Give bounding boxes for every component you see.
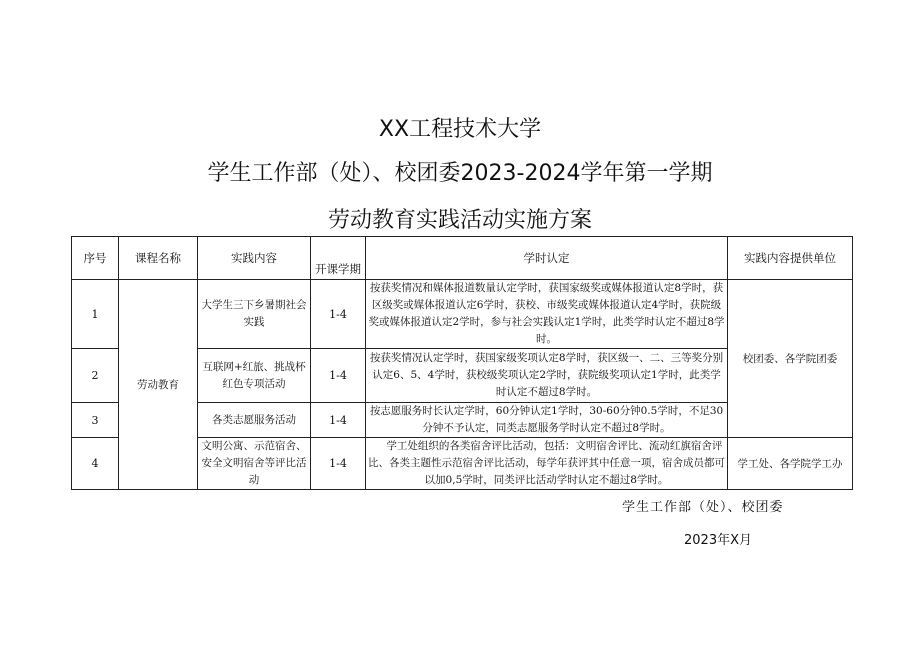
header-num: 序号: [72, 237, 119, 280]
row-num: 4: [72, 438, 119, 490]
row-period: 1-4: [311, 280, 366, 349]
table-row: [72, 280, 853, 349]
header-hours: 学时认定: [366, 237, 728, 280]
row-content: 大学生三下乡暑期社会实践: [198, 280, 311, 349]
row-hours: 按获奖情况和媒体报道数量认定学时，获国家级奖或媒体报道认定8学时，获区级奖或媒体报道认定6学时，获校、市级奖或媒体报道认定4学时，获院级奖或媒体报道认定2学时，参与社会实践认定1学时，此类学时认定不超过8学时。: [366, 280, 728, 349]
row-hours: 按获奖情况认定学时，获国家级奖项认定8学时，获区级一、二、三等奖分别认定6、5、4学时，获校级奖项认定2学时，获院级奖项认定1学时，此类学时认定不超过8学时。: [366, 349, 728, 403]
row-num: 1: [72, 280, 119, 349]
unit-group-cell: 校团委、各学院团委: [728, 280, 853, 438]
row-hours: 按志愿服务时长认定学时，60分钟认定1学时，30-60分钟0.5学时，不足30分钟不予认定，同类志愿服务学时认定不超过8学时。: [366, 403, 728, 438]
row-period: 1-4: [311, 438, 366, 490]
row-period: 1-4: [311, 403, 366, 438]
activity-table: [71, 236, 853, 490]
signature: 学生工作部（处）、校团委: [622, 500, 784, 515]
row-content: 互联网+红旅、挑战杯红色专项活动: [198, 349, 311, 403]
row-content: 文明公寓、示范宿舍、安全文明宿舍等评比活动: [198, 438, 311, 490]
row-num: 3: [72, 403, 119, 438]
document-title-department: 学生工作部（处）、校团委2023-2024学年第一学期: [207, 161, 713, 186]
document-date: 2023年X月: [684, 533, 752, 548]
row-num: 2: [72, 349, 119, 403]
header-period: 开课学期: [311, 237, 366, 280]
document-title-university: XX工程技术大学: [378, 117, 542, 142]
header-course: 课程名称: [119, 237, 198, 280]
header-unit: 实践内容提供单位: [728, 237, 853, 280]
document-title-plan: 劳动教育实践活动实施方案: [327, 208, 592, 233]
row-period: 1-4: [311, 349, 366, 403]
header-content: 实践内容: [198, 237, 311, 280]
unit-row4-cell: 学工处、各学院学工办: [728, 438, 853, 490]
table-header-row: [72, 237, 853, 280]
row-content: 各类志愿服务活动: [198, 403, 311, 438]
row-hours: 学工处组织的各类宿舍评比活动，包括：文明宿舍评比、流动红旗宿舍评比、各类主题性示范宿舍评比活动，每学年获评其中任意一项，宿舍成员都可以加0,5学时，同类评比活动学时认定不超过8学时。: [366, 438, 728, 490]
course-name-cell: 劳动教育: [119, 280, 198, 490]
